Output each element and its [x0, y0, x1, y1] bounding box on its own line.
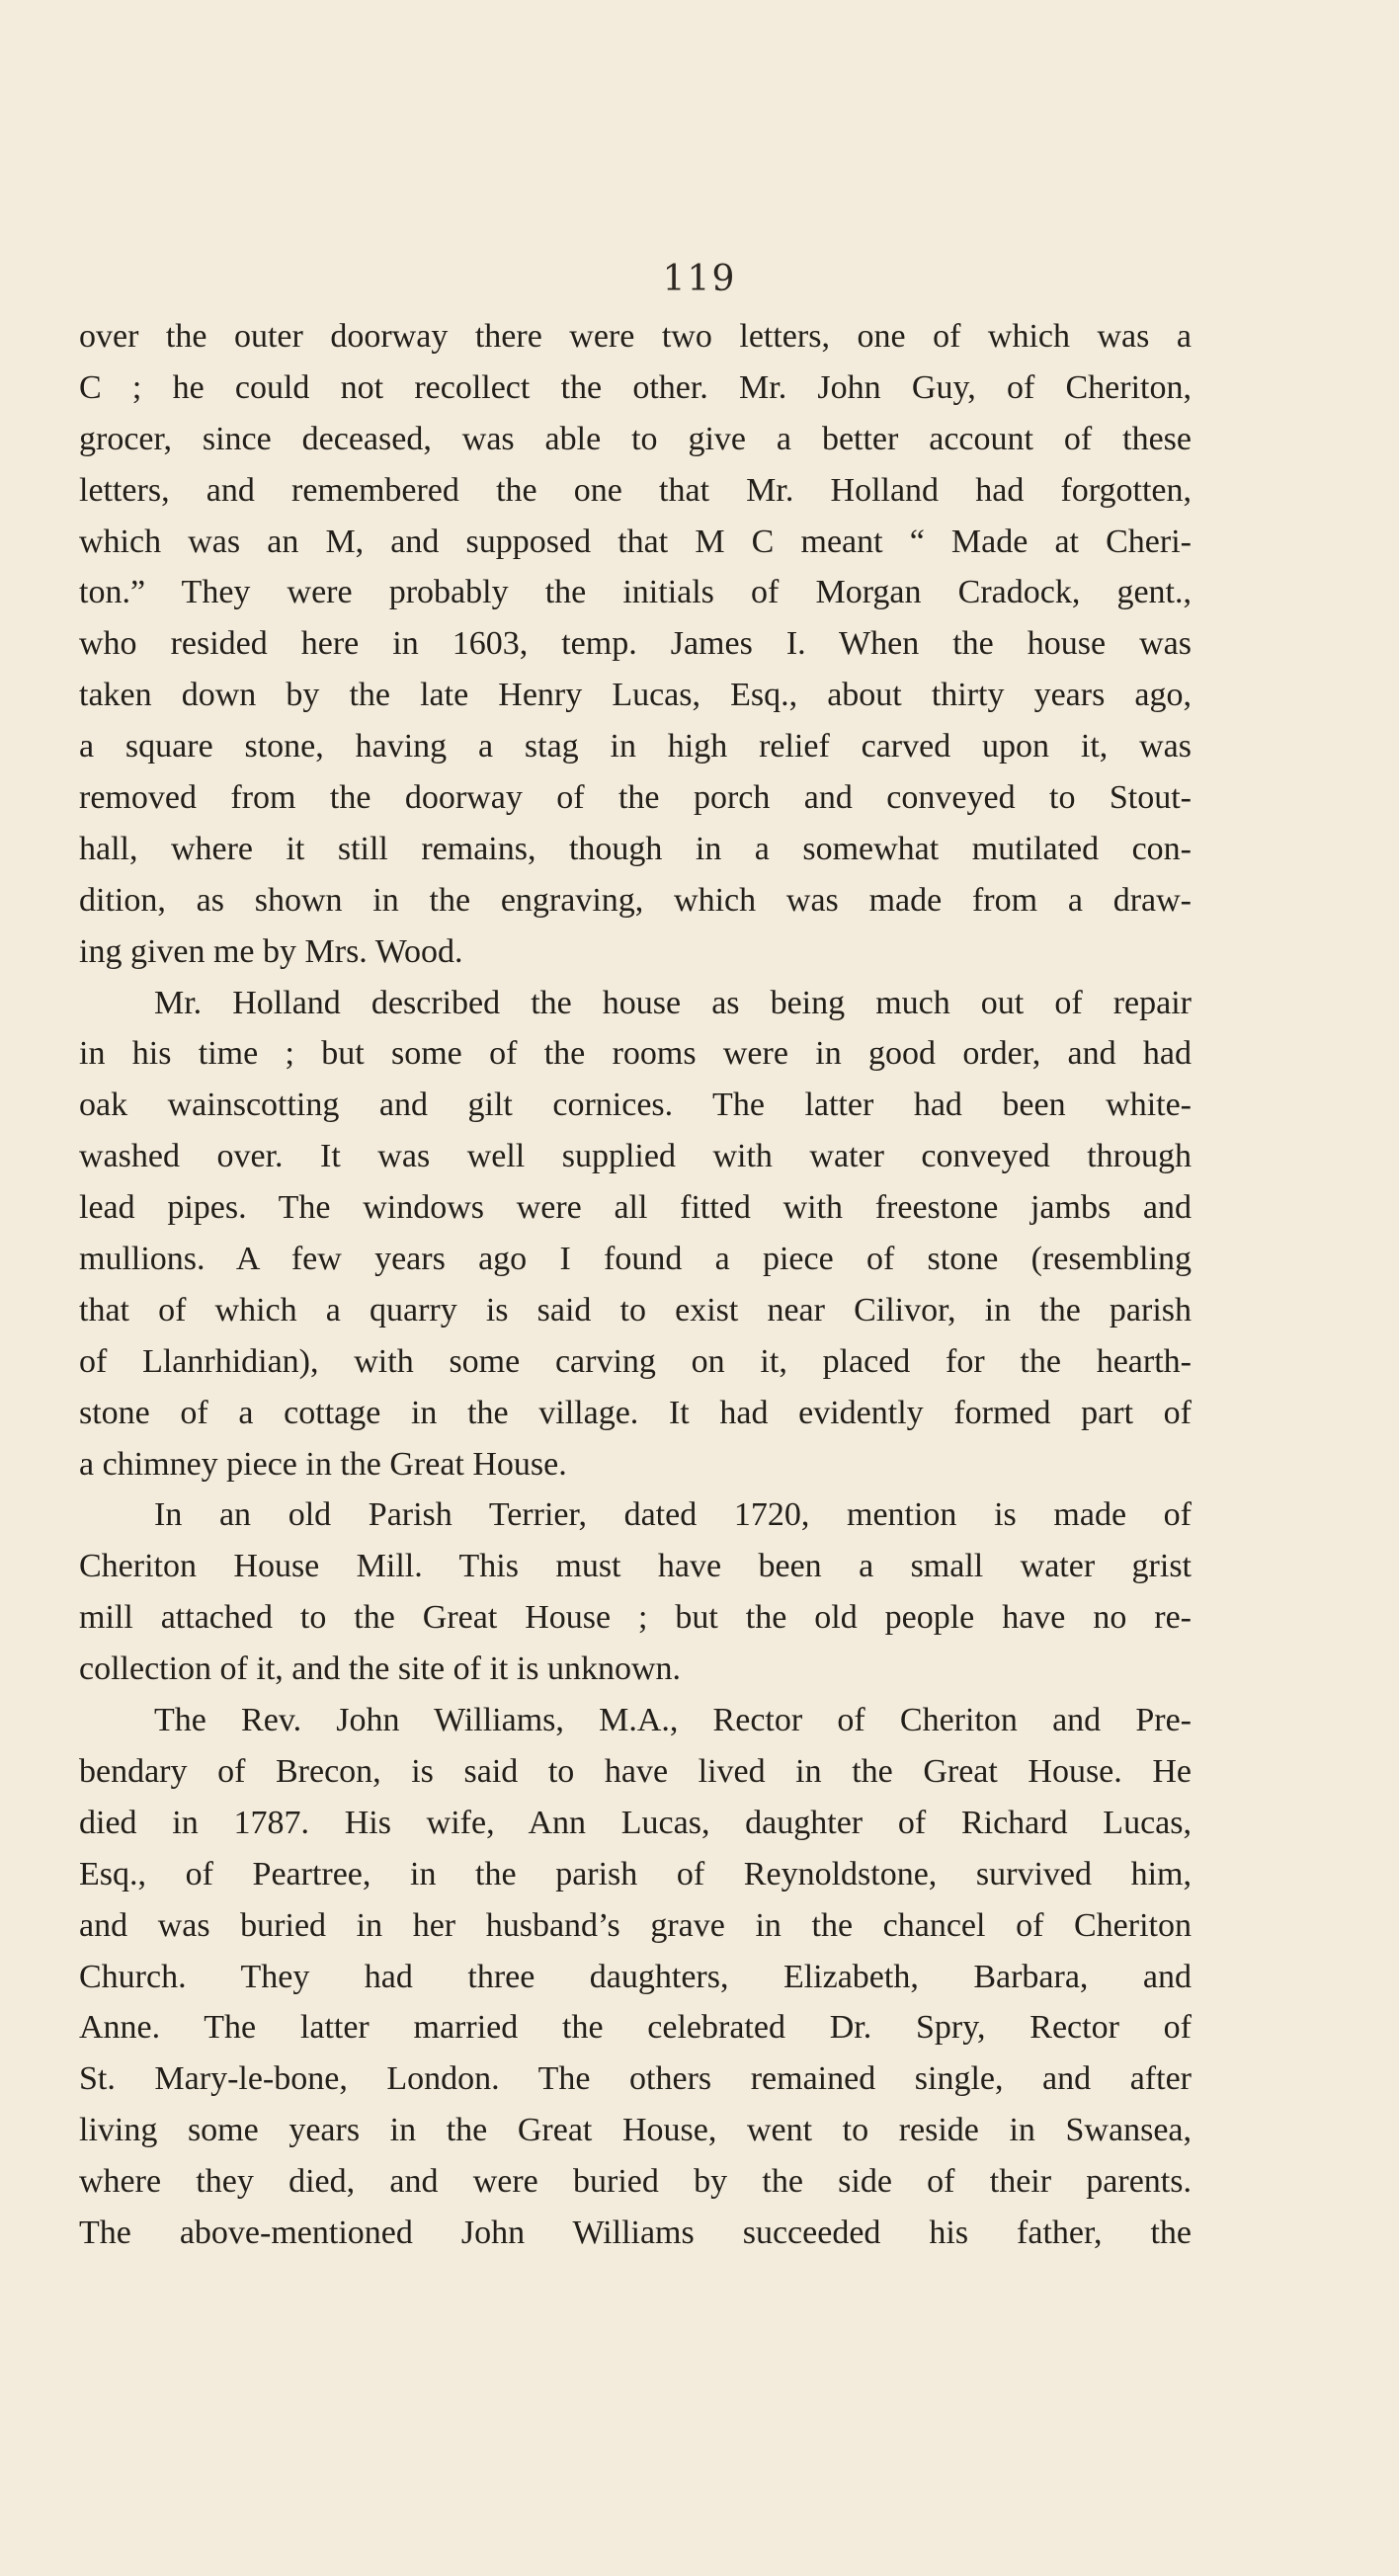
- text-line: that of which a quarry is said to exist near Cilivor, in the parish: [79, 1291, 1192, 1328]
- text-line: bendary of Brecon, is said to have lived in the Great House. He: [79, 1752, 1192, 1790]
- text-line: died in 1787. His wife, Ann Lucas, daughter of Richard Lucas,: [79, 1804, 1192, 1841]
- text-line: lead pipes. The windows were all fitted with freestone jambs and: [79, 1189, 1192, 1227]
- text-line: Esq., of Peartree, in the parish of Reynoldstone, survived him,: [79, 1855, 1192, 1892]
- text-line: hall, where it still remains, though in a somewhat mutilated con-: [79, 830, 1192, 867]
- text-line: stone of a cottage in the village. It had evidently formed part of: [79, 1394, 1192, 1431]
- text-line: grocer, since deceased, was able to give a better account of these: [79, 420, 1192, 457]
- text-line: which was an M, and supposed that M C meant “ Made at Cheri-: [79, 523, 1192, 560]
- text-line: where they died, and were buried by the side of their parents.: [79, 2163, 1192, 2201]
- text-line: who resided here in 1603, temp. James I. When the house was: [79, 625, 1192, 663]
- text-line: Cheriton House Mill. This must have been a small water grist: [79, 1548, 1192, 1585]
- text-line: Anne. The latter married the celebrated Dr. Spry, Rector of: [79, 2009, 1192, 2047]
- text-line: collection of it, and the site of it is unknown.: [79, 1650, 682, 1688]
- text-line: ton.” They were probably the initials of Morgan Cradock, gent.,: [79, 574, 1192, 611]
- text-line: a chimney piece in the Great House.: [79, 1445, 567, 1483]
- text-line: in his time ; but some of the rooms were in good order, and had: [79, 1035, 1192, 1073]
- text-line: washed over. It was well supplied with water conveyed through: [79, 1138, 1192, 1175]
- text-line: a square stone, having a stag in high relief carved upon it, was: [79, 728, 1192, 765]
- text-line: of Llanrhidian), with some carving on it, placed for the hearth-: [79, 1342, 1192, 1380]
- text-line: letters, and remembered the one that Mr. Holland had forgotten,: [79, 471, 1192, 509]
- page-number: 119: [662, 259, 737, 299]
- text-line: living some years in the Great House, went to reside in Swansea,: [79, 2112, 1192, 2149]
- text-line: ing given me by Mrs. Wood.: [79, 932, 463, 970]
- text-line: In an old Parish Terrier, dated 1720, mention is made of: [154, 1496, 1192, 1534]
- text-line: The Rev. John Williams, M.A., Rector of Cheriton and Pre-: [154, 1702, 1192, 1739]
- text-line: removed from the doorway of the porch and conveyed to Stout-: [79, 779, 1192, 817]
- text-line: dition, as shown in the engraving, which was made from a draw-: [79, 881, 1192, 919]
- body-text: [79, 311, 1192, 2259]
- text-line: over the outer doorway there were two letters, one of which was a: [79, 318, 1192, 355]
- text-line: The above-mentioned John Williams succeeded his father, the: [79, 2214, 1192, 2251]
- text-line: C ; he could not recollect the other. Mr. John Guy, of Cheriton,: [79, 368, 1192, 406]
- text-line: mill attached to the Great House ; but the old people have no re-: [79, 1599, 1192, 1637]
- text-line: and was buried in her husband’s grave in the chancel of Cheriton: [79, 1906, 1192, 1944]
- text-line: taken down by the late Henry Lucas, Esq., about thirty years ago,: [79, 677, 1192, 714]
- text-line: Mr. Holland described the house as being much out of repair: [154, 984, 1192, 1021]
- text-line: oak wainscotting and gilt cornices. The latter had been white-: [79, 1087, 1192, 1124]
- text-line: mullions. A few years ago I found a piece of stone (resembling: [79, 1241, 1192, 1278]
- text-line: Church. They had three daughters, Elizabeth, Barbara, and: [79, 1958, 1192, 1995]
- text-line: St. Mary-le-bone, London. The others remained single, and after: [79, 2060, 1192, 2098]
